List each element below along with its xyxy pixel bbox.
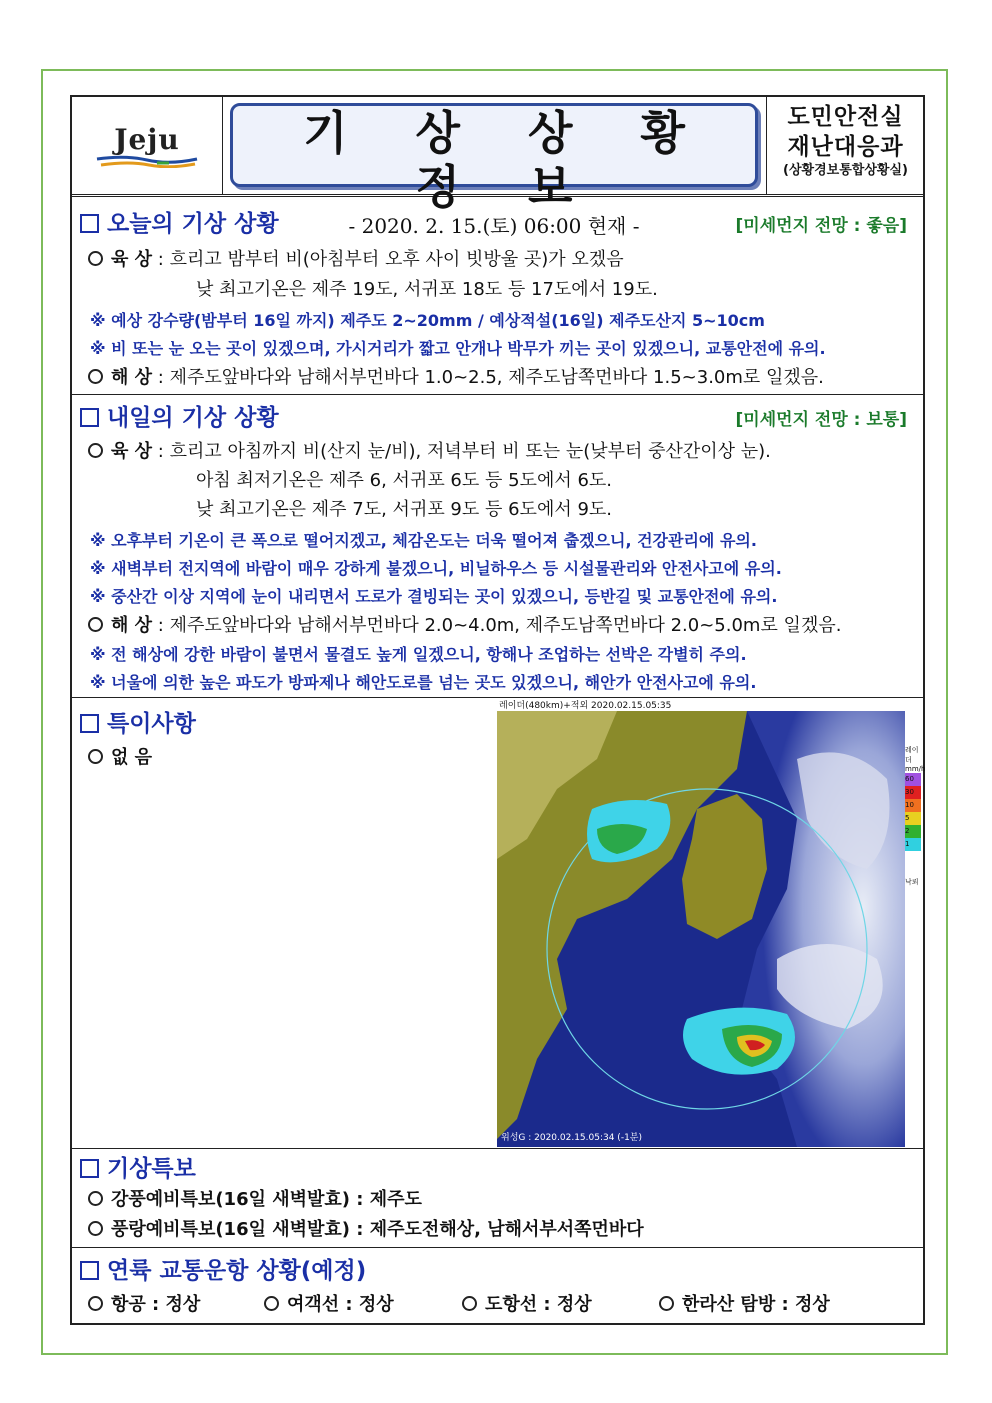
tomorrow-land: 육 상 : 흐리고 아침까지 비(산지 눈/비), 저녁부터 비 또는 눈(낮부터 중산간이상 눈). — [88, 437, 771, 463]
tomorrow-sea-note-2: ※ 너울에 의한 높은 파도가 방파제나 해안도로를 넘는 곳도 있겠으니, 해안가 안전사고에 유의. — [90, 673, 757, 692]
today-note-2: ※ 비 또는 눈 오는 곳이 있겠으며, 가시거리가 짧고 안개나 박무가 끼는 곳이 있겠으니, 교통안전에 유의. — [90, 339, 826, 358]
tomorrow-min-temp: 아침 최저기온은 제주 6, 서귀포 6도 등 5도에서 6도. — [196, 470, 613, 491]
traffic-hallasan: 한라산 탐방 : 정상 — [659, 1290, 830, 1316]
circle-bullet-icon — [88, 1296, 103, 1311]
legend-value: 10 — [905, 799, 921, 812]
weather-document — [70, 95, 925, 1325]
today-note-1: ※ 예상 강수량(밤부터 16일 까지) 제주도 2~20mm / 예상적설(16일) 제주도산지 5~10cm — [90, 311, 765, 330]
report-datetime: - 2020. 2. 15.(토) 06:00 현재 - — [348, 214, 640, 238]
legend-lightning: 낙뢰 — [905, 878, 919, 886]
section-divider — [72, 394, 923, 395]
checkbox-square-icon — [80, 214, 99, 233]
page-title: 기 상 상 황 정 보 — [303, 106, 711, 214]
tomorrow-note-2: ※ 새벽부터 전지역에 바람이 매우 강하게 불겠으니, 비닐하우스 등 시설물관리와 안전사고에 유의. — [90, 559, 782, 578]
traffic-island-ferry: 도항선 : 정상 — [462, 1290, 592, 1316]
radar-footer: 위성G : 2020.02.15.05:34 (-1분) — [501, 1133, 642, 1143]
today-dust-forecast: [미세먼지 전망 : 좋음] — [735, 216, 907, 236]
warning-item-2: 풍랑예비특보(16일 새벽발효) : 제주도전해상, 남해서부서쪽먼바다 — [88, 1215, 644, 1241]
checkbox-square-icon — [80, 714, 99, 733]
section-traffic-title: 연륙 교통운항 상황(예정) — [80, 1252, 366, 1285]
section-today-title: 오늘의 기상 상황 — [80, 205, 279, 238]
department — [766, 97, 924, 194]
logo-text: Jeju — [114, 123, 180, 156]
radar-map-graphic — [497, 699, 905, 1147]
section-tomorrow-title: 내일의 기상 상황 — [80, 399, 279, 432]
checkbox-square-icon — [80, 1261, 99, 1280]
legend-value: 30 — [905, 786, 921, 799]
circle-bullet-icon — [462, 1296, 477, 1311]
checkbox-square-icon — [80, 1159, 99, 1178]
circle-bullet-icon — [88, 617, 103, 632]
circle-bullet-icon — [88, 443, 103, 458]
circle-bullet-icon — [88, 1221, 103, 1236]
circle-bullet-icon — [264, 1296, 279, 1311]
legend-title: 레이더 — [905, 746, 919, 764]
circle-bullet-icon — [88, 749, 103, 764]
section-divider — [72, 1247, 923, 1248]
circle-bullet-icon — [88, 1191, 103, 1206]
section-special-title: 특이사항 — [80, 705, 196, 738]
radar-satellite-image — [497, 699, 905, 1147]
checkbox-square-icon — [80, 408, 99, 427]
today-land: 육 상 : 흐리고 밤부터 비(아침부터 오후 사이 빗방울 곳)가 오겠음 — [88, 245, 624, 271]
radar-legend — [905, 745, 926, 887]
tomorrow-dust-forecast: [미세먼지 전망 : 보통] — [735, 410, 907, 430]
tomorrow-note-3: ※ 중산간 이상 지역에 눈이 내리면서 도로가 결빙되는 곳이 있겠으니, 등반길 및 교통안전에 유의. — [90, 587, 778, 606]
legend-unit: mm/h — [905, 765, 926, 773]
warning-item-1: 강풍예비특보(16일 새벽발효) : 제주도 — [88, 1185, 422, 1211]
legend-value: 2 — [905, 825, 921, 838]
today-land-temp: 낮 최고기온은 제주 19도, 서귀포 18도 등 17도에서 19도. — [196, 279, 658, 300]
tomorrow-sea: 해 상 : 제주도앞바다와 남해서부먼바다 2.0~4.0m, 제주도남쪽먼바다 2.0~5.0m로 일겠음. — [88, 611, 841, 637]
tomorrow-note-1: ※ 오후부터 기온이 큰 폭으로 떨어지겠고, 체감온도는 더욱 떨어져 춥겠으니, 건강관리에 유의. — [90, 531, 757, 550]
tomorrow-sea-note-1: ※ 전 해상에 강한 바람이 불면서 물결도 높게 일겠으니, 항해나 조업하는 선박은 각별히 주의. — [90, 645, 747, 664]
today-sea: 해 상 : 제주도앞바다와 남해서부먼바다 1.0~2.5, 제주도남쪽먼바다 1.5~3.0m로 일겠음. — [88, 363, 824, 389]
traffic-airline: 항공 : 정상 — [88, 1290, 200, 1316]
circle-bullet-icon — [659, 1296, 674, 1311]
logo-wave-icon — [95, 154, 199, 168]
special-item: 없 음 — [88, 743, 152, 769]
circle-bullet-icon — [88, 251, 103, 266]
traffic-ferry: 여객선 : 정상 — [264, 1290, 394, 1316]
title-box — [230, 103, 758, 238]
section-divider — [72, 697, 923, 698]
legend-value: 60 — [905, 773, 921, 786]
dept-name-2: 재난대응과 — [787, 134, 904, 160]
section-divider — [72, 1148, 923, 1149]
dept-name-1: 도민안전실 — [787, 104, 904, 130]
tomorrow-max-temp: 낮 최고기온은 제주 7도, 서귀포 9도 등 6도에서 9도. — [196, 499, 613, 520]
dept-name-3: (상황경보통합상황실) — [783, 163, 908, 178]
radar-caption: 레이더(480km)+적외 2020.02.15.05:35 — [499, 701, 672, 711]
legend-value: 5 — [905, 812, 921, 825]
circle-bullet-icon — [88, 369, 103, 384]
legend-value: 1 — [905, 838, 921, 851]
section-warnings-title: 기상특보 — [80, 1150, 196, 1183]
jeju-logo — [72, 97, 223, 194]
